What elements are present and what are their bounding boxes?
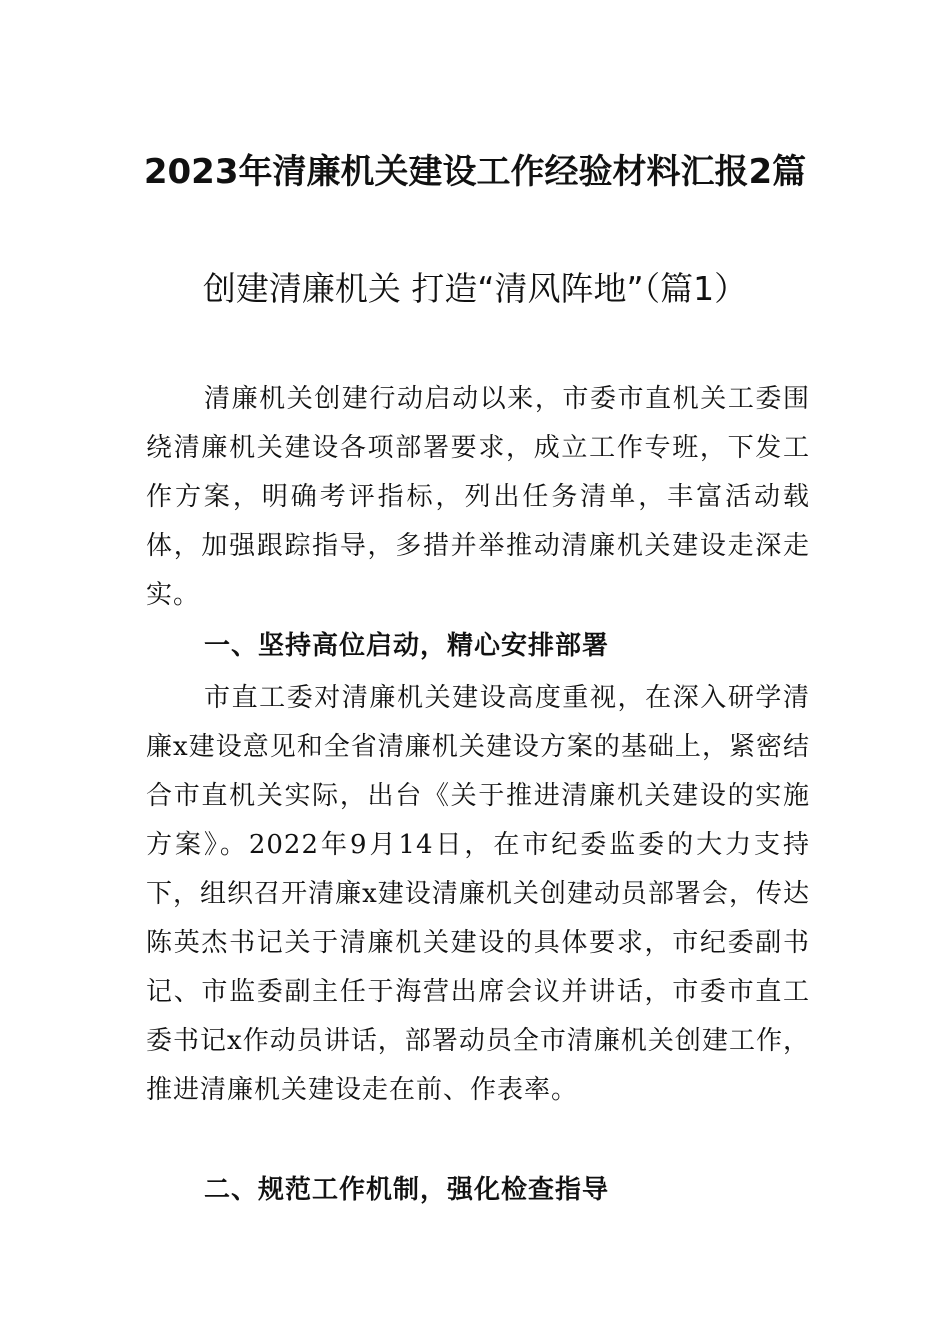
document-title: 2023年清廉机关建设工作经验材料汇报2篇 — [143, 152, 807, 192]
body-paragraph-1: 清廉机关创建行动启动以来，市委市直机关工委围绕清廉机关建设各项部署要求，成立工作专班，下发工作方案，明确考评指标，列出任务清单，丰富活动载体，加强跟踪指导，多措并举推动清廉机关建设走深走实。 — [146, 384, 810, 610]
section-heading-1: 一、坚持高位启动，精心安排部署 — [204, 631, 610, 661]
document-subtitle: 创建清廉机关 打造“清风阵地”（篇1） — [202, 269, 748, 308]
body-paragraph-2: 市直工委对清廉机关建设高度重视，在深入研学清廉x建设意见和全省清廉机关建设方案的基础上，紧密结合市直机关实际，出台《关于推进清廉机关建设的实施方案》。2022年9月14日，在市纪委监委的大力支持下，组织召开清廉x建设清廉机关创建动员部署会，传达陈英杰书记关于清廉机关建设的具体要求，市纪委副书记、市监委副主任于海营出席会议并讲话，市委市直工委书记x作动员讲话，部署动员全市清廉机关创建工作，推进清廉机关建设走在前、作表率。 — [146, 683, 810, 1105]
section-heading-2: 二、规范工作机制，强化检查指导 — [204, 1175, 610, 1205]
